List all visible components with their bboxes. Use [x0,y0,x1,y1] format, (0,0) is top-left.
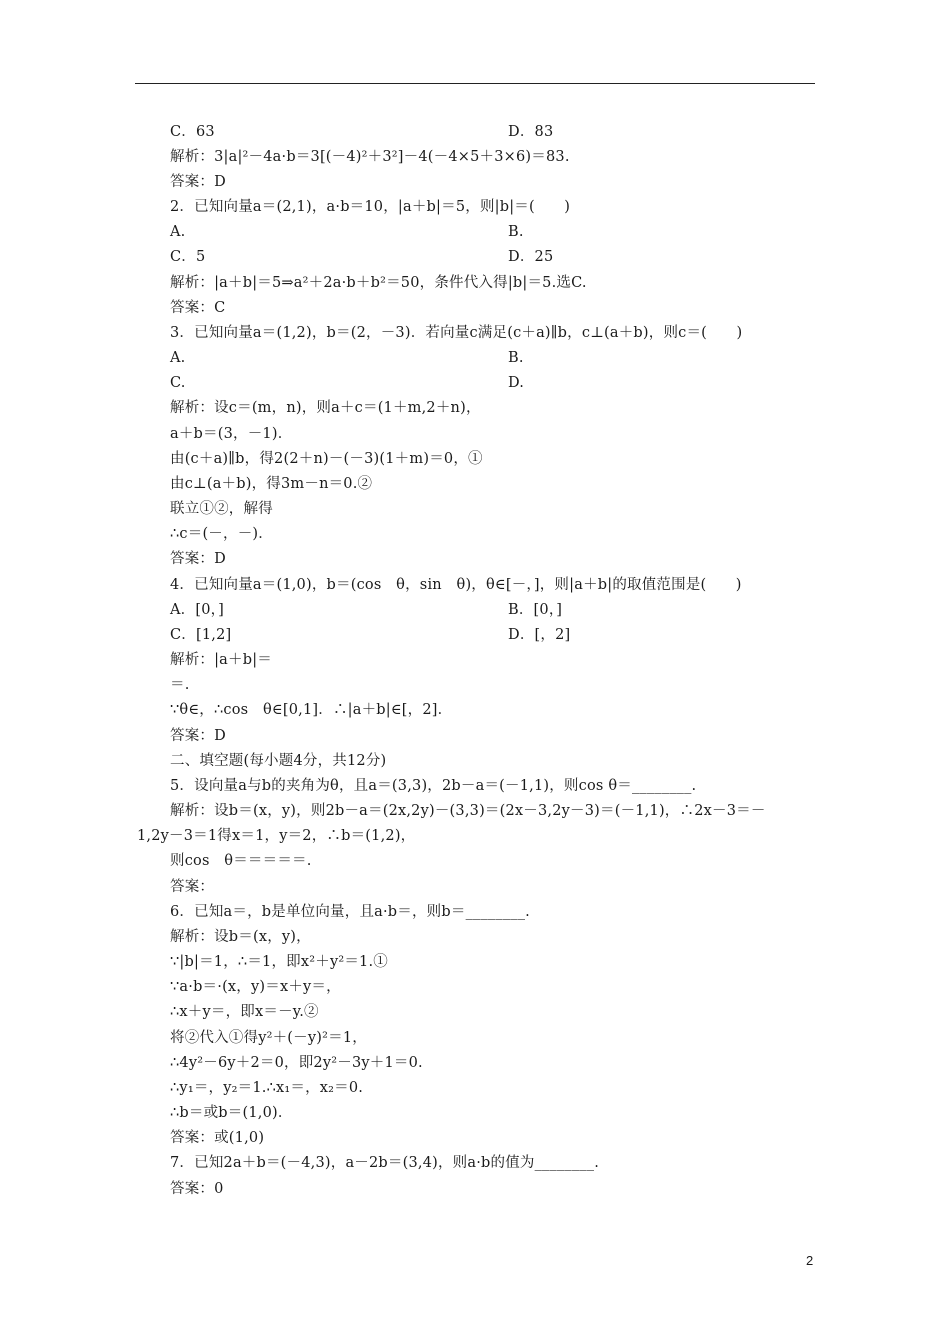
text-line: 解析：设b＝(x，y)， [170,929,311,945]
text-line: 7．已知2a＋b＝(－4,3)，a－2b＝(3,4)，则a·b的值为________. [170,1155,600,1171]
text-line: ∵a·b＝·(x，y)＝x＋y＝， [170,979,341,995]
header-rule [135,83,815,84]
text-line: 由(c＋a)∥b，得2(2＋n)－(－3)(1＋m)＝0，① [170,451,483,467]
text-line: 答案： [170,879,215,895]
text-line: 解析：设b＝(x，y)，则2b－a＝(2x,2y)－(3,3)＝(2x－3,2y－3)＝(－1,1)，∴2x－3＝－ [170,803,766,819]
text-line: 将②代入①得y²＋(－y)²＝1， [170,1030,367,1046]
text-line: 4．已知向量a＝(1,0)，b＝(cos θ，sin θ)，θ∈[－，]，则|a＋b|的取值范围是( ) [170,577,742,593]
text-line: C．[1,2] [170,627,232,643]
option-right: D．83 [508,124,554,140]
text-line: ∴4y²－6y＋2＝0，即2y²－3y＋1＝0. [170,1055,423,1071]
text-line: 解析：|a＋b|＝ [170,652,272,668]
option-right: D．25 [508,249,554,265]
text-line: 答案：D [170,174,226,190]
text-line: A. [170,224,186,240]
text-line: ∴b＝或b＝(1,0)． [170,1105,293,1121]
option-right: D. [508,375,525,391]
text-line: C. [170,375,186,391]
text-line: 解析：|a＋b|＝5⇒a²＋2a·b＋b²＝50，条件代入得|b|＝5.选C. [170,275,587,291]
page-number: 2 [806,1253,814,1268]
text-line: 答案：0 [170,1181,224,1197]
text-line: 解析：设c＝(m，n)，则a＋c＝(1＋m,2＋n)， [170,400,481,416]
text-line: 2．已知向量a＝(2,1)，a·b＝10，|a＋b|＝5，则|b|＝( ) [170,199,571,215]
text-line: ∵|b|＝1，∴＝1，即x²＋y²＝1.① [170,954,388,970]
text-line: 5．设向量a与b的夹角为θ，且a＝(3,3)，2b－a＝(－1,1)，则cos θ＝________. [170,778,697,794]
text-line: 答案：D [170,728,226,744]
text-line: C．63 [170,124,215,140]
text-line: A. [170,350,186,366]
option-right: B．[0，] [508,602,563,618]
text-line: ∵θ∈，∴cos θ∈[0,1]．∴|a＋b|∈[，2]． [170,702,453,718]
text-line: 则cos θ＝＝＝＝＝. [170,853,312,869]
text-line: A．[0，] [170,602,224,618]
text-line: 答案：或(1,0) [170,1130,265,1146]
text-line: C．5 [170,249,206,265]
text-line: 答案：C [170,300,226,316]
text-line: ∴x＋y＝，即x＝－y.② [170,1004,319,1020]
text-line: 6．已知a＝，b是单位向量，且a·b＝，则b＝________. [170,904,530,920]
text-line: 联立①②，解得 [170,501,273,517]
text-line: a＋b＝(3，－1)． [170,426,293,442]
text-line: ＝. [170,677,190,693]
text-line: 3．已知向量a＝(1,2)，b＝(2，－3)．若向量c满足(c＋a)∥b，c⊥(a＋b)，则c＝( ) [170,325,743,341]
option-right: D．[，2] [508,627,571,643]
text-line: 解析：3|a|²－4a·b＝3[(－4)²＋3²]－4(－4×5＋3×6)＝83. [170,149,570,165]
option-right: B. [508,224,524,240]
section-heading: 二、填空题(每小题4分，共12分) [170,753,387,769]
text-line: 由c⊥(a＋b)，得3m－n＝0.② [170,476,373,492]
text-line: 1,2y－3＝1得x＝1，y＝2，∴b＝(1,2)， [137,828,416,844]
option-right: B. [508,350,524,366]
text-line: ∴c＝(－，－)． [170,526,273,542]
text-line: ∴y₁＝，y₂＝1.∴x₁＝，x₂＝0. [170,1080,364,1096]
text-line: 答案：D [170,551,226,567]
